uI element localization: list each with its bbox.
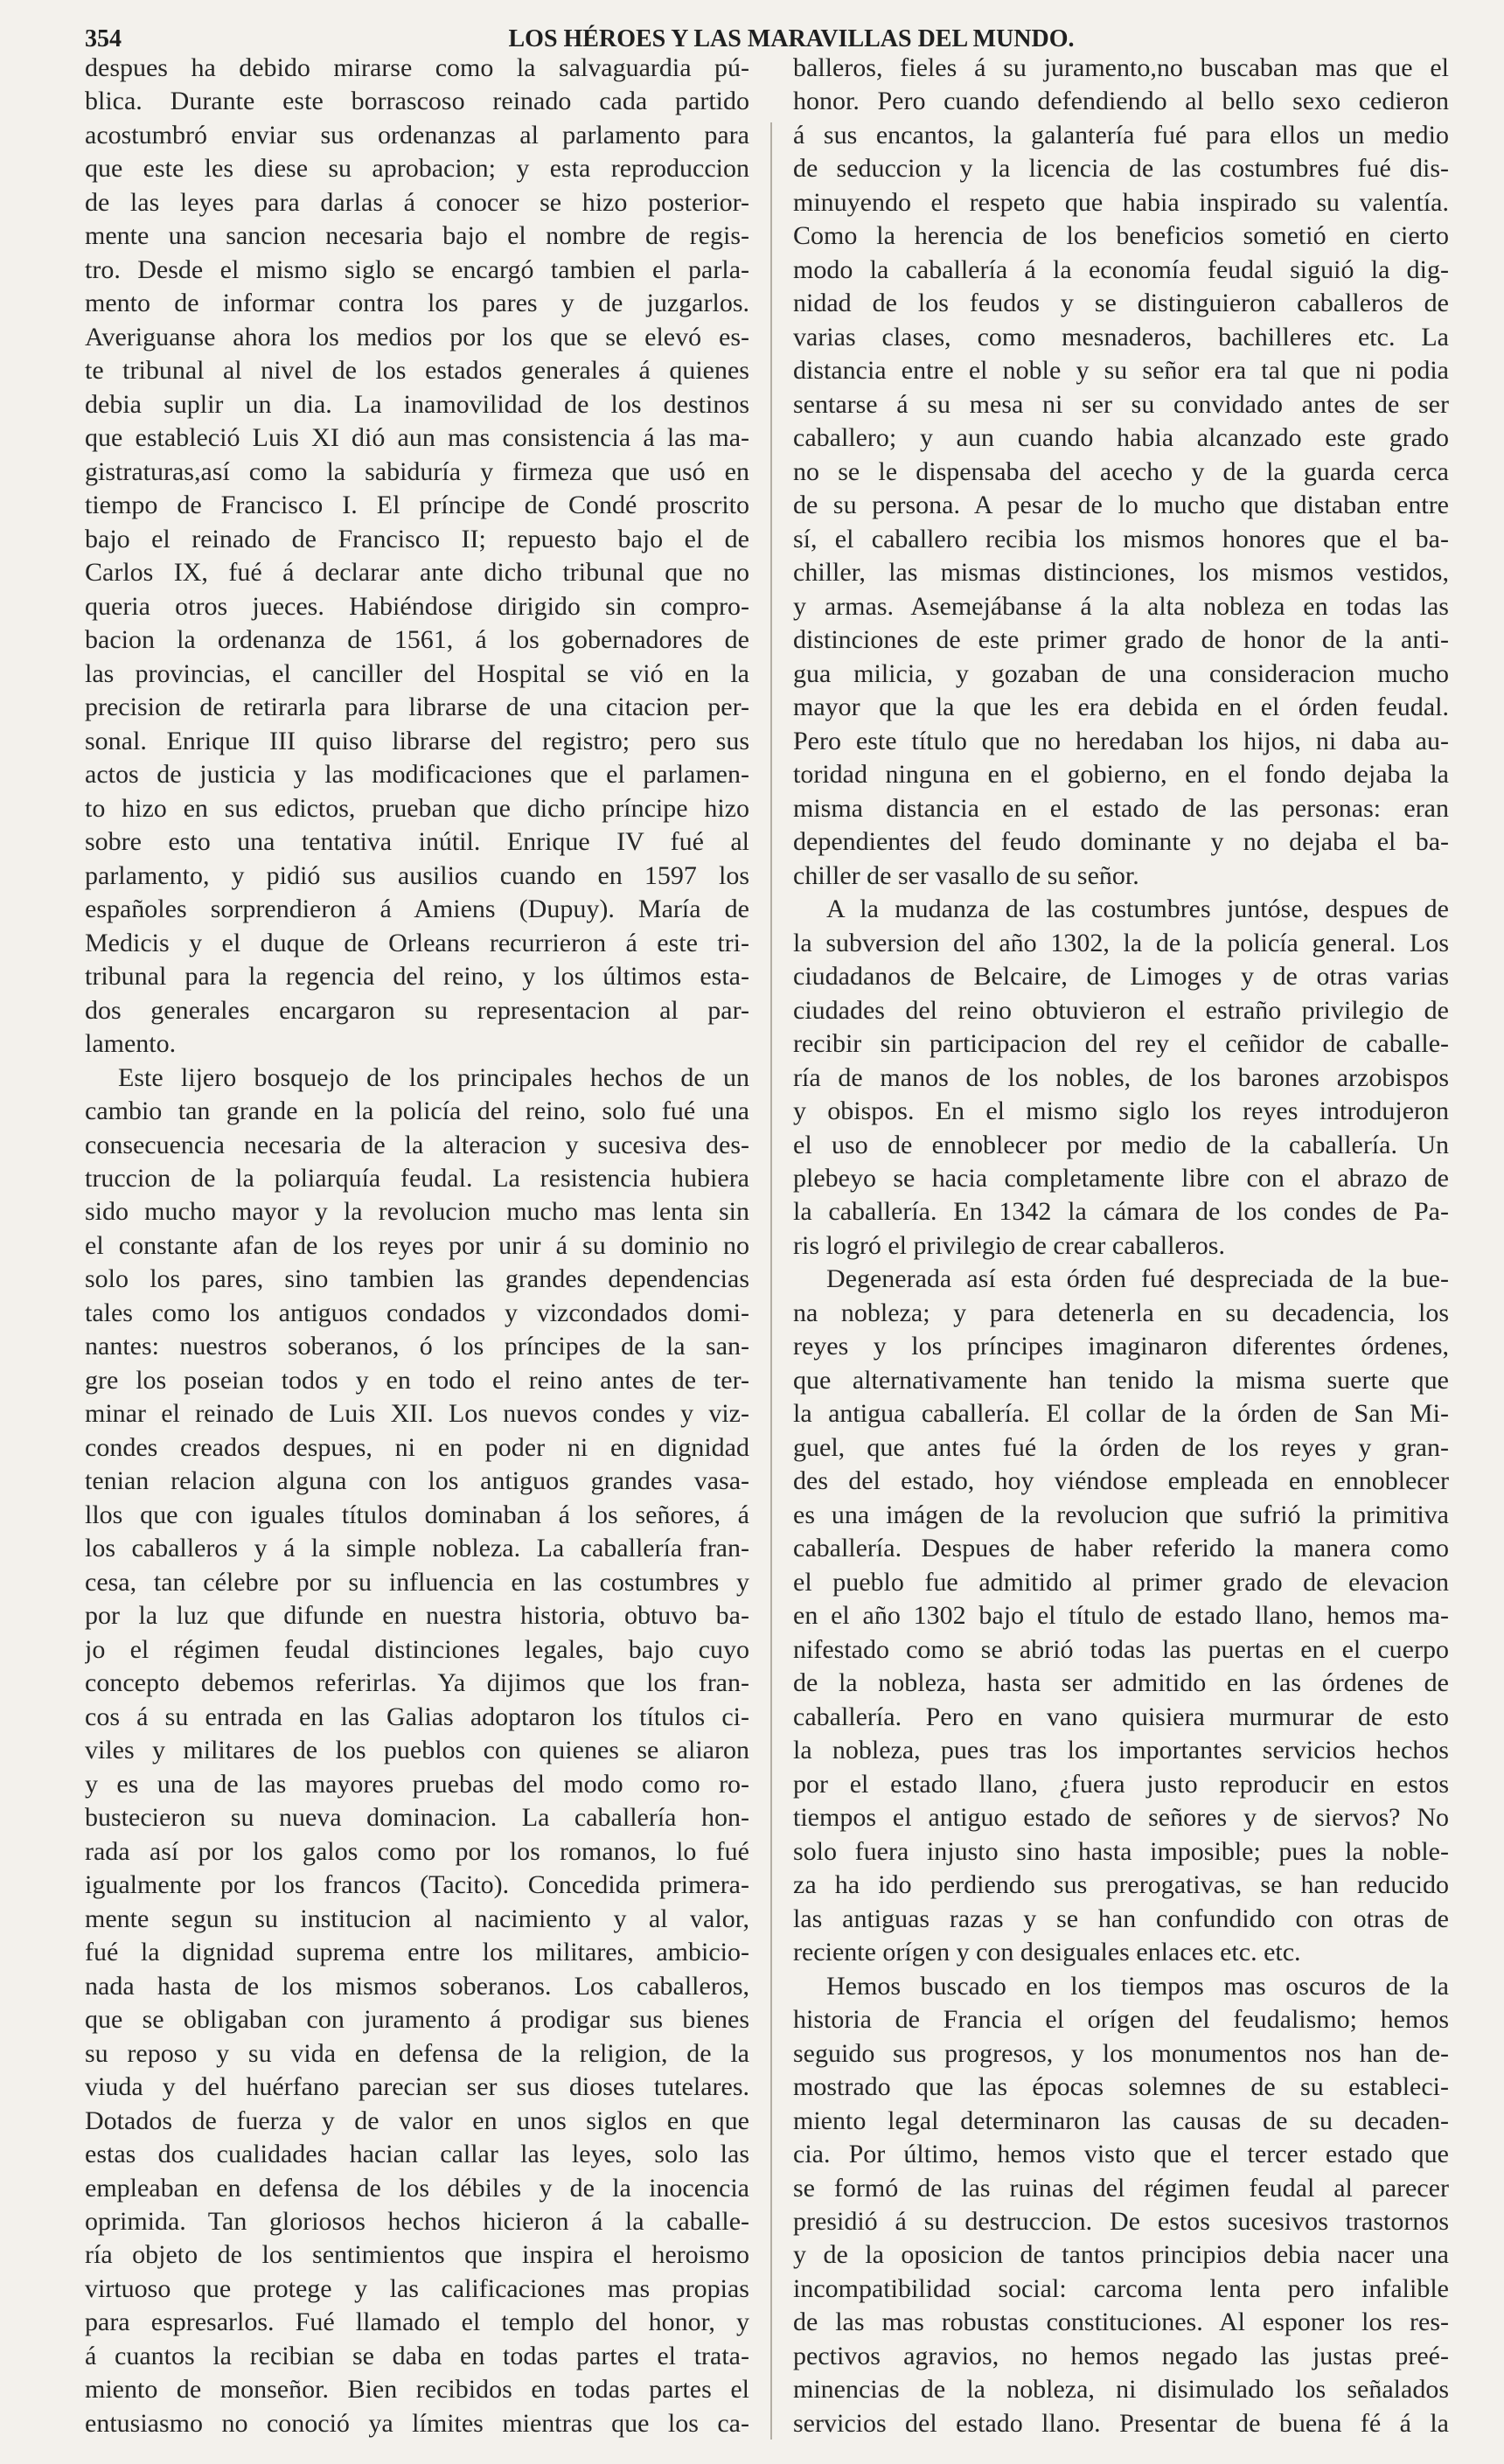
text-line: por la luz que difunde en nuestra historia, obtuvo ba- [85, 1601, 749, 1631]
text-line: distinciones de este primer grado de honor de la anti- [793, 625, 1449, 655]
text-line: te tribunal al nivel de los estados generales á quienes [85, 356, 749, 386]
text-line: mente segun su institucion al nacimiento y al valor, [85, 1904, 749, 1933]
text-line: empleaban en defensa de los débiles y de la inocencia [85, 2173, 749, 2203]
text-line: Hemos buscado en los tiempos mas oscuros de la [826, 1971, 1449, 2001]
text-line: no se le dispensaba del acecho y de la guarda cerca [793, 456, 1449, 486]
text-line: actos de justicia y las modificaciones que el parlamen- [85, 760, 749, 790]
text-line: por el estado llano, ¿fuera justo reproducir en estos [793, 1769, 1449, 1799]
text-line: de su persona. A pesar de lo mucho que distaban entre [793, 491, 1449, 520]
text-line: minencias de la nobleza, ni disimulado los señalados [793, 2375, 1449, 2405]
text-line: el pueblo fue admitido al primer grado de elevacion [793, 1567, 1449, 1597]
text-line: minar el reinado de Luis XII. Los nuevos condes y viz- [85, 1399, 749, 1429]
text-line: mente una sancion necesaria bajo el nombre de regis- [85, 221, 749, 251]
text-line: honor. Pero cuando defendiendo al bello sexo cedieron [793, 87, 1449, 116]
text-line: nidad de los feudos y se distinguieron caballeros de [793, 289, 1449, 318]
text-line: que este les diese su aprobacion; y esta reproduccion [85, 154, 749, 184]
text-line: tro. Desde el mismo siglo se encargó tambien el parla- [85, 254, 749, 284]
text-line: tiempo de Francisco I. El príncipe de Condé proscrito [85, 491, 749, 520]
text-line: Averiguanse ahora los medios por los que se elevó es- [85, 322, 749, 352]
text-line: mento de informar contra los pares y de juzgarlos. [85, 289, 749, 318]
text-line: reyes y los príncipes imaginaron diferentes órdenes, [793, 1332, 1449, 1361]
text-line: ría objeto de los sentimientos que inspira el heroismo [85, 2240, 749, 2270]
text-line: cesa, tan célebre por su influencia en las costumbres y [85, 1567, 749, 1597]
text-line: para espresarlos. Fué llamado el templo del honor, y [85, 2307, 749, 2337]
text-line: to hizo en sus edictos, prueban que dicho príncipe hizo [85, 793, 749, 823]
text-line: Este lijero bosquejo de los principales hechos de un [118, 1062, 749, 1092]
text-line: y de la oposicion de tantos principios debia nacer una [793, 2240, 1449, 2270]
paragraph [793, 1970, 1449, 2441]
text-line: misma distancia en el estado de las personas: eran [793, 793, 1449, 823]
text-line: debia suplir un dia. La inamovilidad de los destinos [85, 389, 749, 419]
text-line: las antiguas razas y se han confundido con otras de [793, 1904, 1449, 1933]
running-title: LOS HÉROES Y LAS MARAVILLAS DEL MUNDO. [508, 25, 1075, 52]
text-line: caballería. Despues de haber referido la manera como [793, 1534, 1449, 1563]
text-line: caballería. Pero en vano quisiera murmurar de esto [793, 1702, 1449, 1731]
text-line: el constante afan de los reyes por unir á su dominio no [85, 1230, 749, 1260]
text-line: chiller de ser vasallo de su señor. [793, 860, 1139, 890]
text-line: los caballeros y á la simple nobleza. La caballería fran- [85, 1534, 749, 1563]
text-line: que alternativamente han tenido la misma suerte que [793, 1365, 1449, 1395]
text-line: la nobleza, pues tras los importantes servicios hechos [793, 1736, 1449, 1765]
text-line: de la nobleza, hasta ser admitido en las órdenes de [793, 1668, 1449, 1698]
text-line: sentarse á su mesa ni ser su convidado antes de ser [793, 389, 1449, 419]
text-line: fué la dignidad suprema entre los militares, ambicio- [85, 1938, 749, 1967]
text-line: y obispos. En el mismo siglo los reyes introdujeron [793, 1096, 1449, 1126]
column-rule [770, 122, 772, 2440]
text-line: na nobleza; y para detenerla en su decadencia, los [793, 1298, 1449, 1327]
paragraph [85, 52, 749, 1061]
text-line: Degenerada así esta órden fué despreciada de la bue- [826, 1264, 1449, 1294]
text-line: dos generales encargaron su representacion al par- [85, 995, 749, 1025]
text-line: sí, el caballero recibia los mismos honores que el ba- [793, 524, 1449, 553]
text-line: mostrado que las épocas solemnes de su estableci- [793, 2072, 1449, 2102]
text-line: cambio tan grande en la policía del reino, solo fué una [85, 1096, 749, 1126]
text-line: toridad ninguna en el gobierno, en el fondo dejaba la [793, 760, 1449, 790]
text-line: de seduccion y la licencia de las costumbres fué dis- [793, 154, 1449, 184]
text-line: guel, que antes fué la órden de los reyes y gran- [793, 1432, 1449, 1462]
text-line: historia de Francia el orígen del feudalismo; hemos [793, 2005, 1449, 2035]
text-line: la caballería. En 1342 la cámara de los condes de Pa- [793, 1197, 1449, 1227]
text-line: recibir sin participacion del rey el ceñidor de caballe- [793, 1029, 1449, 1059]
text-line: solo fuera injusto sino hasta imposible; pues la noble- [793, 1836, 1449, 1866]
text-line: caballero; y aun cuando habia alcanzado este grado [793, 423, 1449, 453]
text-line: nada hasta de los mismos soberanos. Los caballeros, [85, 1971, 749, 2001]
text-line: des del estado, hoy viéndose empleada en ennoblecer [793, 1466, 1449, 1496]
text-line: y armas. Asemejábanse á la alta nobleza en todas las [793, 591, 1449, 621]
text-line: viuda y del huérfano parecian ser sus dioses tutelares. [85, 2072, 749, 2102]
text-line: balleros, fieles á su juramento,no buscaban mas que el [793, 53, 1449, 82]
text-line: gua milicia, y gozaban de una consideracion mucho [793, 658, 1449, 688]
text-line: solo los pares, sino tambien las grandes dependencias [85, 1264, 749, 1294]
text-line: gistraturas,así como la sabiduría y firmeza que usó en [85, 456, 749, 486]
text-line: bustecieron su nueva dominacion. La caballería hon- [85, 1803, 749, 1833]
text-line: llos que con iguales títulos dominaban á los señores, á [85, 1500, 749, 1529]
text-line: españoles sorprendieron á Amiens (Dupuy). María de [85, 894, 749, 924]
text-line: que se obligaban con juramento á prodigar sus bienes [85, 2005, 749, 2035]
text-line: entusiasmo no conoció ya límites mientras que los ca- [85, 2408, 749, 2438]
text-line: el uso de ennoblecer por medio de la caballería. Un [793, 1130, 1449, 1159]
text-line: tenian relacion alguna con los antiguos grandes vasa- [85, 1466, 749, 1496]
text-line: distancia entre el noble y su señor era tal que ni podia [793, 356, 1449, 386]
text-line: la subversion del año 1302, la de la policía general. Los [793, 928, 1449, 957]
text-line: despues ha debido mirarse como la salvaguardia pú- [85, 53, 749, 82]
text-line: sobre esto una tentativa inútil. Enrique IV fué al [85, 827, 749, 857]
text-line: modo la caballería á la economía feudal siguió la dig- [793, 254, 1449, 284]
text-line: lamento. [85, 1029, 177, 1059]
text-line: sonal. Enrique III quiso librarse del registro; pero sus [85, 726, 749, 755]
text-line: za ha ido perdiendo sus prerogativas, se han reducido [793, 1870, 1449, 1900]
left-column [85, 52, 749, 2440]
text-line: presidió á su destruccion. De estos sucesivos trastornos [793, 2207, 1449, 2236]
text-line: gre los poseian todos y en todo el reino antes de ter- [85, 1365, 749, 1395]
text-line: oprimida. Tan gloriosos hechos hicieron á la caballe- [85, 2207, 749, 2236]
text-line: nifestado como se abrió todas las puertas en el cuerpo [793, 1634, 1449, 1664]
text-line: miento de monseñor. Bien recibidos en todas partes el [85, 2375, 749, 2405]
text-line: tiempos el antiguo estado de señores y de siervos? No [793, 1803, 1449, 1833]
text-line: de las leyes para darlas á conocer se hizo posterior- [85, 187, 749, 217]
text-line: chiller, las mismas distinciones, los mismos vestidos, [793, 558, 1449, 588]
paragraph [85, 1061, 749, 2441]
text-line: Carlos IX, fué á declarar ante dicho tribunal que no [85, 558, 749, 588]
text-line: á cuantos la recibian se daba en todas partes el trata- [85, 2341, 749, 2370]
text-line: truccion de la poliarquía feudal. La resistencia hubiera [85, 1163, 749, 1193]
text-line: igualmente por los francos (Tacito). Concedida primera- [85, 1870, 749, 1900]
text-line: de las mas robustas constituciones. Al esponer los res- [793, 2307, 1449, 2337]
text-line: Pero este título que no heredaban los hijos, ni daba au- [793, 726, 1449, 755]
text-line: parlamento, y pidió sus ausilios cuando en 1597 los [85, 860, 749, 890]
text-line: Medicis y el duque de Orleans recurrieron á este tri- [85, 928, 749, 957]
text-line: cos á su entrada en las Galias adoptaron los títulos ci- [85, 1702, 749, 1731]
text-line: Como la herencia de los beneficios sometió en cierto [793, 221, 1449, 251]
text-line: nantes: nuestros soberanos, ó los príncipes de la san- [85, 1332, 749, 1361]
text-line: es una imágen de la revolucion que sufrió la primitiva [793, 1500, 1449, 1529]
text-line: Dotados de fuerza y de valor en unos siglos en que [85, 2106, 749, 2135]
paragraph [793, 1263, 1449, 1969]
text-line: y es una de las mayores pruebas del modo como ro- [85, 1769, 749, 1799]
paragraph [793, 893, 1449, 1263]
text-line: tribunal para la regencia del reino, y los últimos esta- [85, 962, 749, 992]
text-line: su reposo y su vida en defensa de la religion, de la [85, 2038, 749, 2068]
text-line: consecuencia necesaria de la alteracion y sucesiva des- [85, 1130, 749, 1159]
text-line: virtuoso que protege y las calificaciones mas propias [85, 2273, 749, 2303]
right-column [793, 52, 1449, 2440]
text-line: rada así por los galos como por los romanos, lo fué [85, 1836, 749, 1866]
text-line: pectivos agravios, no hemos negado las justas preé- [793, 2341, 1449, 2370]
text-line: servicios del estado llano. Presentar de buena fé á la [793, 2408, 1449, 2438]
text-line: miento legal determinaron las causas de su decaden- [793, 2106, 1449, 2135]
paragraph [793, 52, 1449, 893]
text-line: reciente orígen y con desiguales enlaces etc. etc. [793, 1938, 1301, 1967]
text-line: blica. Durante este borrascoso reinado cada partido [85, 87, 749, 116]
text-line: tales como los antiguos condados y vizcondados domi- [85, 1298, 749, 1327]
text-line: ciudadanos de Belcaire, de Limoges y de otras varias [793, 962, 1449, 992]
text-line: A la mudanza de las costumbres juntóse, despues de [826, 894, 1449, 924]
text-line: á sus encantos, la galantería fué para ellos un medio [793, 120, 1449, 150]
text-line: las provincias, el canciller del Hospital se vió en la [85, 658, 749, 688]
text-line: mayor que la que les era debida en el órden feudal. [793, 693, 1449, 722]
text-line: condes creados despues, ni en poder ni en dignidad [85, 1432, 749, 1462]
text-line: bacion la ordenanza de 1561, á los gobernadores de [85, 625, 749, 655]
text-line: minuyendo el respeto que habia inspirado su valentía. [793, 187, 1449, 217]
text-line: ciudades del reino obtuvieron el estraño privilegio de [793, 995, 1449, 1025]
text-line: en el año 1302 bajo el título de estado llano, hemos ma- [793, 1601, 1449, 1631]
text-line: plebeyo se hacia completamente libre con el abrazo de [793, 1163, 1449, 1193]
text-line: se formó de las ruinas del régimen feudal al parecer [793, 2173, 1449, 2203]
text-line: ría de manos de los nobles, de los barones arzobispos [793, 1062, 1449, 1092]
text-line: sido mucho mayor y la revolucion mucho mas lenta sin [85, 1197, 749, 1227]
text-line: seguido sus progresos, y los monumentos nos han de- [793, 2038, 1449, 2068]
text-line: precision de retirarla para librarse de una citacion per- [85, 693, 749, 722]
text-line: acostumbró enviar sus ordenanzas al parlamento para [85, 120, 749, 150]
text-line: incompatibilidad social: carcoma lenta pero infalible [793, 2273, 1449, 2303]
text-line: dependientes del feudo dominante y no dejaba el ba- [793, 827, 1449, 857]
page-number: 354 [85, 25, 122, 52]
text-line: viles y militares de los pueblos con quienes se aliaron [85, 1736, 749, 1765]
text-line: la antigua caballería. El collar de la órden de San Mi- [793, 1399, 1449, 1429]
text-line: jo el régimen feudal distinciones legales, bajo cuyo [85, 1634, 749, 1664]
text-line: ris logró el privilegio de crear caballeros. [793, 1230, 1225, 1260]
text-line: queria otros jueces. Habiéndose dirigido sin compro- [85, 591, 749, 621]
text-line: estas dos cualidades hacian callar las leyes, solo las [85, 2140, 749, 2169]
text-line: que estableció Luis XI dió aun mas consistencia á las ma- [85, 423, 749, 453]
text-line: bajo el reinado de Francisco II; repuesto bajo el de [85, 524, 749, 553]
text-line: cia. Por último, hemos visto que el tercer estado que [793, 2140, 1449, 2169]
text-line: varias clases, como mesnaderos, bachilleres etc. La [793, 322, 1449, 352]
text-line: concepto debemos referirlas. Ya dijimos que los fran- [85, 1668, 749, 1698]
